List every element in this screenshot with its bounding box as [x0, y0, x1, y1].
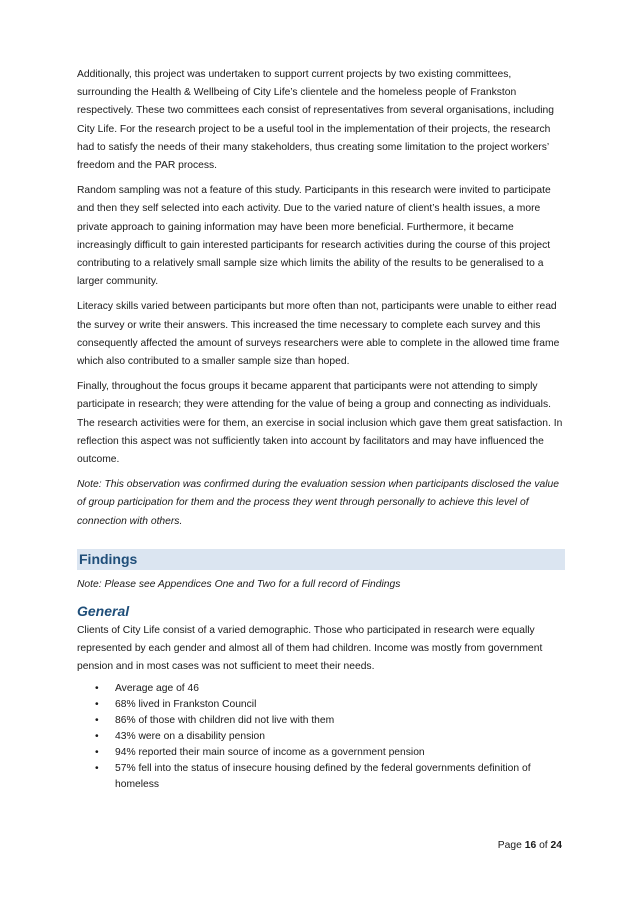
bullet-icon: • [95, 746, 99, 758]
paragraph-focus-groups: Finally, throughout the focus groups it became apparent that participants were not attending to simply participate in research; they were attending for the value of being a group and connecting as individuals. The research activities were for them, an exercise in social inclusion which gave them great satisfaction. In reflection this aspect was not sufficiently taken into account by facilitators and may have influenced the outcome. [77, 381, 563, 466]
paragraph-sampling: Random sampling was not a feature of this study. Participants in this research were invited to participate and then they self selected into each activity. Due to the varied nature of client’s health issues, a more private approach to gaining information may have been more beneficial. Furthermore, it became increasingly difficult to gain interested participants for research activities during the course of this project contributing to a relatively small sample size which limits the ability of the results to be generalised to a larger community. [77, 185, 551, 288]
bullet-icon: • [95, 682, 99, 694]
bullet-icon: • [95, 698, 99, 710]
page-label: Page [497, 840, 522, 851]
page-footer [498, 840, 562, 851]
paragraph-committees: Additionally, this project was undertaken to support current projects by two existing committees, surrounding the Health & Wellbeing of City Life’s clientele and the homeless people of Frankston respectively. These two committees each consist of representatives from several organisations, including City Life. For the research project to be a useful tool in the implementation of their projects, the research had to satisfy the needs of their many stakeholders, thus creating some limitation to the project workers’ freedom and the PAR process. [77, 69, 554, 172]
bullet-icon: • [95, 714, 99, 726]
page-total: 24 [550, 840, 562, 851]
list-item-text: Average age of 46 [115, 682, 199, 694]
findings-heading: Findings [77, 549, 565, 570]
bullet-icon: • [95, 762, 99, 774]
general-heading: General [77, 603, 130, 620]
list-item-text: 43% were on a disability pension [115, 730, 265, 742]
findings-note: Note: Please see Appendices One and Two for a full record of Findings [77, 578, 401, 590]
of-label: of [539, 840, 548, 851]
paragraph-literacy: Literacy skills varied between participants but more often than not, participants were unable to either read the survey or write their answers. This increased the time necessary to complete each survey and this consequently affected the amount of surveys researchers were able to complete in the allowed time frame which also contributed to a smaller sample size than hoped. [77, 301, 560, 368]
list-item-text: 86% of those with children did not live with them [115, 714, 335, 726]
list-item [77, 681, 565, 697]
general-paragraph: Clients of City Life consist of a varied demographic. Those who participated in research were equally represented by each gender and almost all of them had children. Income was mostly from government pension and in most cases was not sufficient to meet their needs. [77, 625, 543, 673]
list-item [77, 761, 565, 793]
list-item [77, 745, 565, 761]
list-item [77, 713, 565, 729]
page-body [77, 66, 565, 793]
page-number: 16 [524, 840, 537, 851]
list-item [77, 729, 565, 745]
list-item [77, 697, 565, 713]
findings-bullet-list [77, 681, 565, 793]
list-item-text: 68% lived in Frankston Council [115, 698, 257, 710]
bullet-icon: • [95, 730, 99, 742]
list-item-text: 94% reported their main source of income as a government pension [115, 746, 425, 758]
observation-note: Note: This observation was confirmed during the evaluation session when participants disclosed the value of group participation for them and the process they went through personally to achieve this level of connection with others. [77, 479, 559, 527]
list-item-text: 57% fell into the status of insecure housing defined by the federal governments definition of homeless [115, 762, 531, 790]
